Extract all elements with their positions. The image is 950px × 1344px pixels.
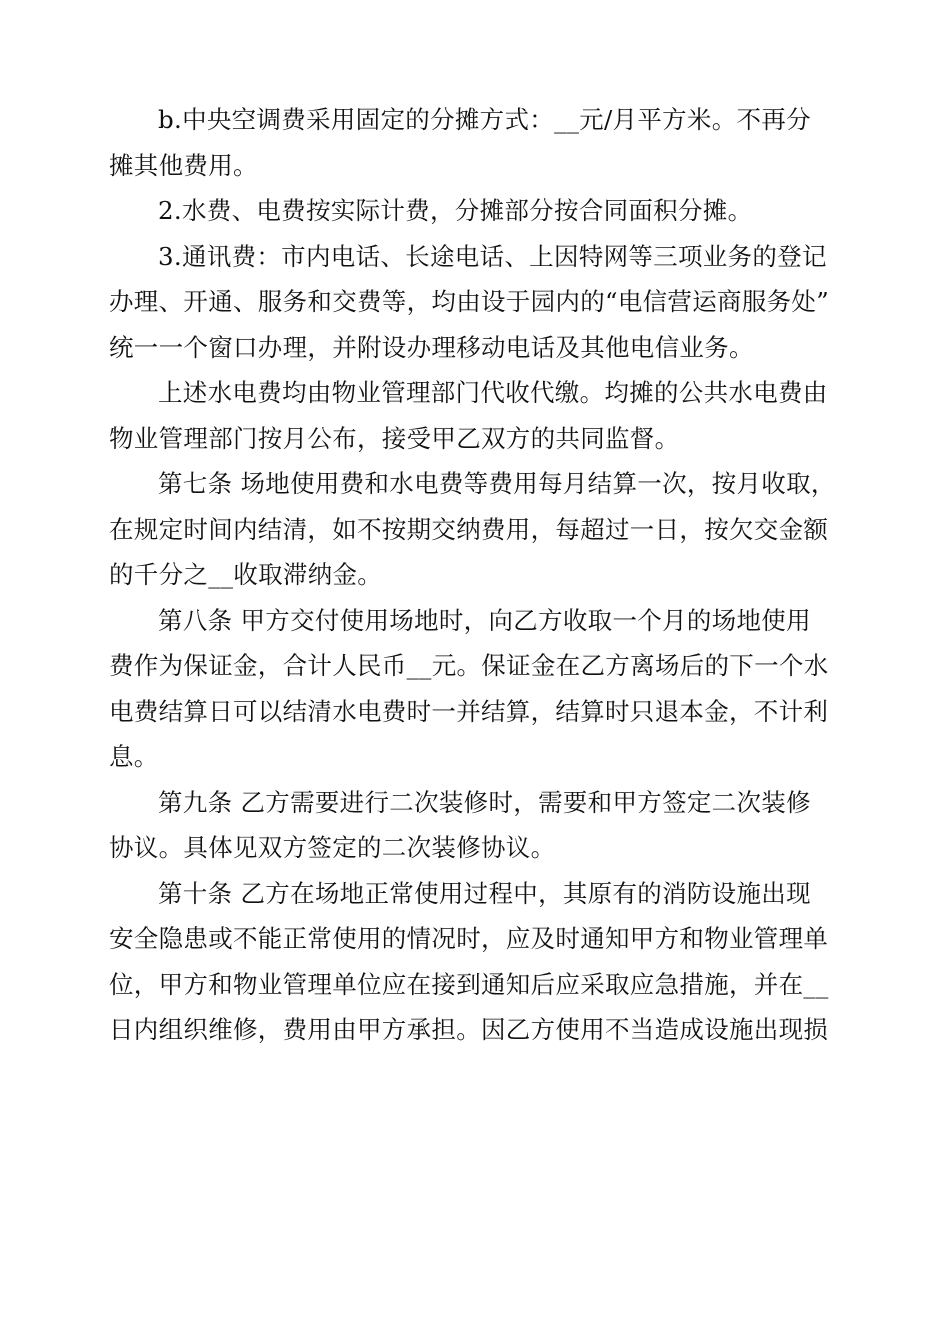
text-line: 电费结算日可以结清水电费时一并结算，结算时只退本金，不计利: [109, 696, 829, 726]
paragraph-telecom-fee: [109, 234, 845, 371]
text-line: 摊其他费用。: [109, 150, 258, 180]
text-line: 物业管理部门按月公布，接受甲乙双方的共同监督。: [109, 423, 680, 453]
text-line: 安全隐患或不能正常使用的情况时，应及时通知甲方和物业管理单: [109, 924, 829, 953]
text-line: 3.通讯费：市内电话、长途电话、上因特网等三项业务的登记: [158, 241, 827, 271]
text-line: 息。: [109, 742, 159, 771]
text-line: 位，甲方和物业管理单位应在接到通知后应采取应急措施，并在__: [109, 969, 829, 999]
text-line: 办理、开通、服务和交费等，均由设于园内的“电信营运商服务处”: [109, 287, 830, 316]
text-line: b.中央空调费采用固定的分摊方式：__元/月平方米。不再分: [158, 105, 811, 134]
article-7: [109, 461, 845, 598]
text-line: 上述水电费均由物业管理部门代收代缴。均摊的公共水电费由: [158, 378, 828, 407]
text-line: 费作为保证金，合计人民币__元。保证金在乙方离场后的下一个水: [109, 651, 829, 680]
paragraph-water-electricity: [109, 188, 845, 234]
article-10: [109, 871, 845, 1053]
text-line: 日内组织维修，费用由甲方承担。因乙方使用不当造成设施出现损: [109, 1015, 829, 1044]
text-line: 统一一个窗口办理，并附设办理移动电话及其他电信业务。: [109, 332, 754, 362]
text-line: 第八条 甲方交付使用场地时，向乙方收取一个月的场地使用: [158, 605, 811, 635]
text-line: 的千分之__收取滞纳金。: [109, 560, 383, 589]
paragraph-utility-collection: [109, 370, 845, 461]
text-line: 协议。具体见双方签定的二次装修协议。: [109, 833, 556, 862]
text-line: 第十条 乙方在场地正常使用过程中，其原有的消防设施出现: [158, 878, 811, 908]
text-line: 在规定时间内结清，如不按期交纳费用，每超过一日，按欠交金额: [109, 514, 829, 544]
article-9: [109, 780, 845, 871]
paragraph-ac-fee: [109, 97, 845, 188]
article-8: [109, 598, 845, 780]
text-line: 第九条 乙方需要进行二次装修时，需要和甲方签定二次装修: [158, 787, 811, 817]
text-line: 第七条 场地使用费和水电费等费用每月结算一次，按月收取，: [158, 469, 836, 498]
text-line: 2.水费、电费按实际计费，分摊部分按合同面积分摊。: [158, 196, 753, 225]
document-body: [109, 97, 845, 1053]
